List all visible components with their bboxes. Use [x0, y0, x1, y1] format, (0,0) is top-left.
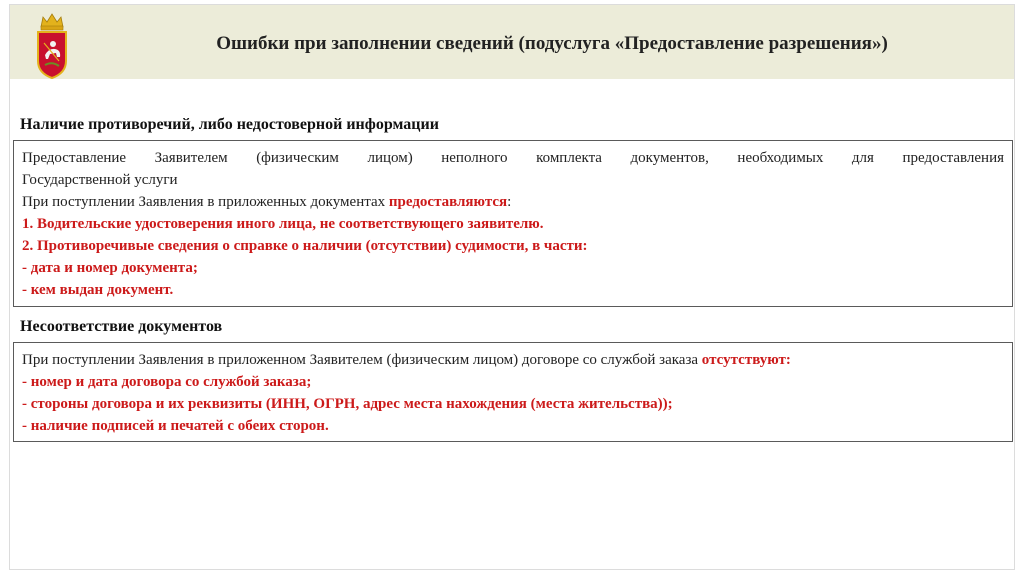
- mismatch-box: [13, 342, 1013, 442]
- list-item: 2. Противоречивые сведения о справке о наличии (отсутствии) судимости, в части:: [22, 238, 588, 254]
- list-item: 1. Водительские удостоверения иного лица, не соответствующего заявителю.: [22, 216, 544, 232]
- text-prefix: При поступлении Заявления в приложенном Заявителем (физическим лицом) договоре со службой заказа: [22, 352, 699, 368]
- highlight-text: отсутствуют:: [701, 352, 791, 368]
- header-band: [10, 5, 1014, 79]
- paragraph-line: Государственной услуги: [22, 172, 178, 188]
- highlight-text: предоставляются: [388, 194, 508, 210]
- text-suffix: :: [507, 194, 512, 210]
- paragraph-line: Предоставление Заявителем (физическим лицом) неполного комплекта документов, необходимых для предоставления: [22, 150, 1004, 166]
- page-title: Ошибки при заполнении сведений (подуслуга «Предоставление разрешения»): [216, 33, 888, 54]
- list-item: - кем выдан документ.: [22, 282, 174, 298]
- list-item: - номер и дата договора со службой заказа;: [22, 374, 312, 390]
- contradictions-box: [13, 140, 1013, 307]
- list-item: - наличие подписей и печатей с обеих сторон.: [22, 418, 329, 434]
- section-title-mismatch: Несоответствие документов: [20, 318, 223, 335]
- text-prefix: При поступлении Заявления в приложенных документах: [22, 194, 386, 210]
- section-title-contradictions: Наличие противоречий, либо недостоверной информации: [20, 116, 439, 133]
- list-item: - стороны договора и их реквизиты (ИНН, ОГРН, адрес места нахождения (места жительства));: [22, 396, 673, 412]
- paragraph-line: [22, 349, 1004, 371]
- paragraph-line: [22, 191, 1004, 213]
- list-item: - дата и номер документа;: [22, 260, 198, 276]
